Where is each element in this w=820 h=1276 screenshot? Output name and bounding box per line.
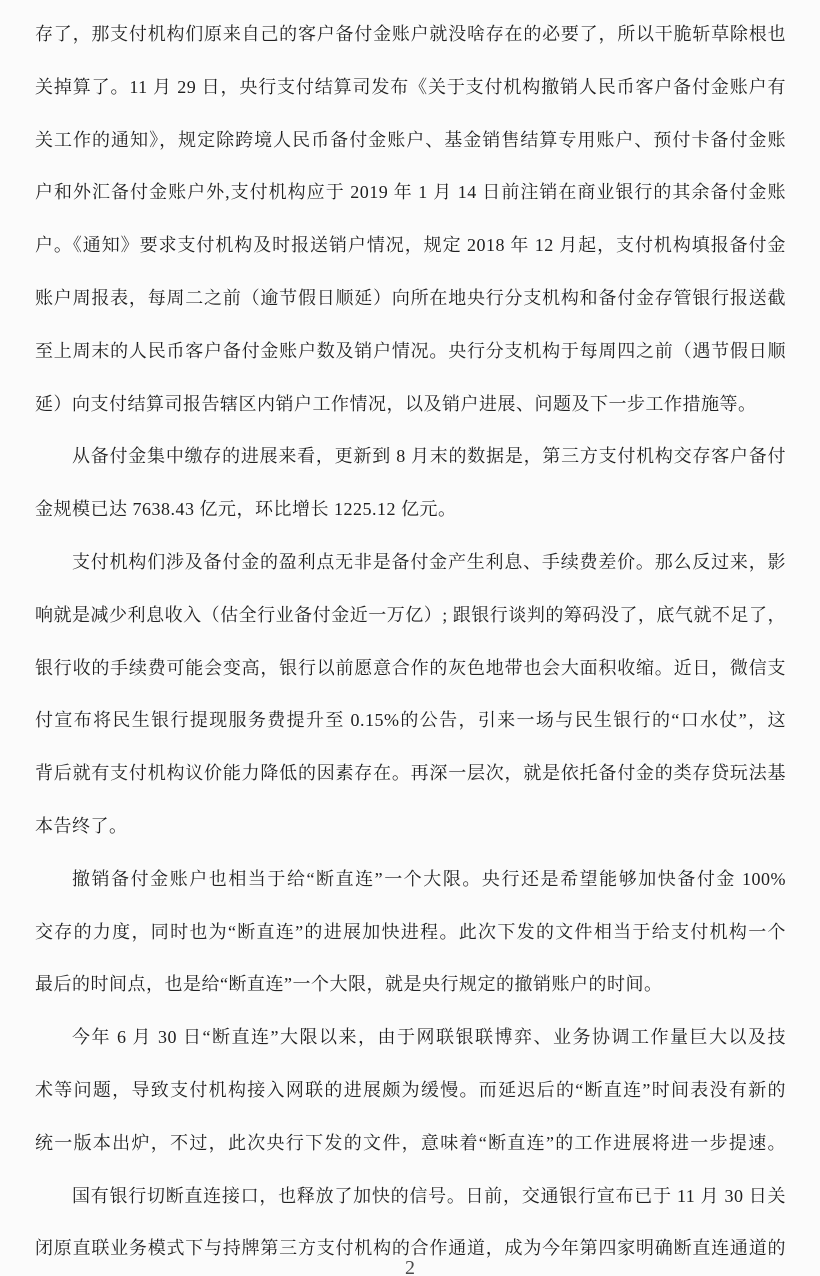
text-line: 交存的力度，同时也为“断直连”的进展加快进程。此次下发的文件相当于给支付机构一个 <box>35 921 786 942</box>
text-line: 撤销备付金账户也相当于给“断直连”一个大限。央行还是希望能够加快备付金 100% <box>72 868 786 889</box>
text-line: 支付机构们涉及备付金的盈利点无非是备付金产生利息、手续费差价。那么反过来，影 <box>72 551 786 572</box>
text-line: 账户周报表，每周二之前（逾节假日顺延）向所在地央行分支机构和备付金存管银行报送截 <box>35 287 786 308</box>
text-line: 背后就有支付机构议价能力降低的因素存在。再深一层次，就是依托备付金的类存贷玩法基 <box>35 763 786 784</box>
text-line: 存了，那支付机构们原来自己的客户备付金账户就没啥存在的必要了，所以干脆斩草除根也 <box>35 24 786 44</box>
text-line: 统一版本出炉，不过，此次央行下发的文件，意味着“断直连”的工作进展将进一步提速。 <box>35 1132 786 1153</box>
text-line: 本告终了。 <box>35 815 128 836</box>
text-line: 响就是减少利息收入（估全行业备付金近一万亿）; 跟银行谈判的筹码没了，底气就不足了， <box>35 604 786 625</box>
text-line: 闭原直联业务模式下与持牌第三方支付机构的合作通道，成为今年第四家明确断直连通道的 <box>35 1238 786 1259</box>
text-line: 国有银行切断直连接口，也释放了加快的信号。日前，交通银行宣布已于 11 月 30 日关 <box>72 1185 786 1206</box>
body-text <box>35 8 786 1275</box>
text-line: 今年 6 月 30 日“断直连”大限以来，由于网联银联博弈、业务协调工作量巨大以及技 <box>72 1027 786 1048</box>
text-line: 最后的时间点，也是给“断直连”一个大限，就是央行规定的撤销账户的时间。 <box>35 974 663 995</box>
text-line: 金规模已达 7638.43 亿元，环比增长 1225.12 亿元。 <box>35 499 457 520</box>
text-line: 术等问题，导致支付机构接入网联的进展颇为缓慢。而延迟后的“断直连”时间表没有新的 <box>35 1079 786 1100</box>
text-line: 付宣布将民生银行提现服务费提升至 0.15%的公告，引来一场与民生银行的“口水仗”，这 <box>35 710 786 731</box>
text-line: 银行收的手续费可能会变高，银行以前愿意合作的灰色地带也会大面积收缩。近日，微信支 <box>35 657 786 678</box>
page-number: 2 <box>405 1258 415 1276</box>
text-line: 关掉算了。11 月 29 日，央行支付结算司发布《关于支付机构撤销人民币客户备付金账户有 <box>35 76 786 97</box>
text-line: 从备付金集中缴存的进展来看，更新到 8 月末的数据是，第三方支付机构交存客户备付 <box>72 446 786 467</box>
text-line: 户和外汇备付金账户外,支付机构应于 2019 年 1 月 14 日前注销在商业银行的其余备付金账 <box>35 182 786 203</box>
text-line: 关工作的通知》，规定除跨境人民币备付金账户、基金销售结算专用账户、预付卡备付金账 <box>35 129 786 150</box>
text-line: 至上周末的人民币客户备付金账户数及销户情况。央行分支机构于每周四之前（遇节假日顺 <box>35 340 786 361</box>
text-line: 延）向支付结算司报告辖区内销户工作情况，以及销户进展、问题及下一步工作措施等。 <box>35 393 757 414</box>
text-line: 户。《通知》要求支付机构及时报送销户情况，规定 2018 年 12 月起，支付机构填报备付金 <box>35 235 786 256</box>
